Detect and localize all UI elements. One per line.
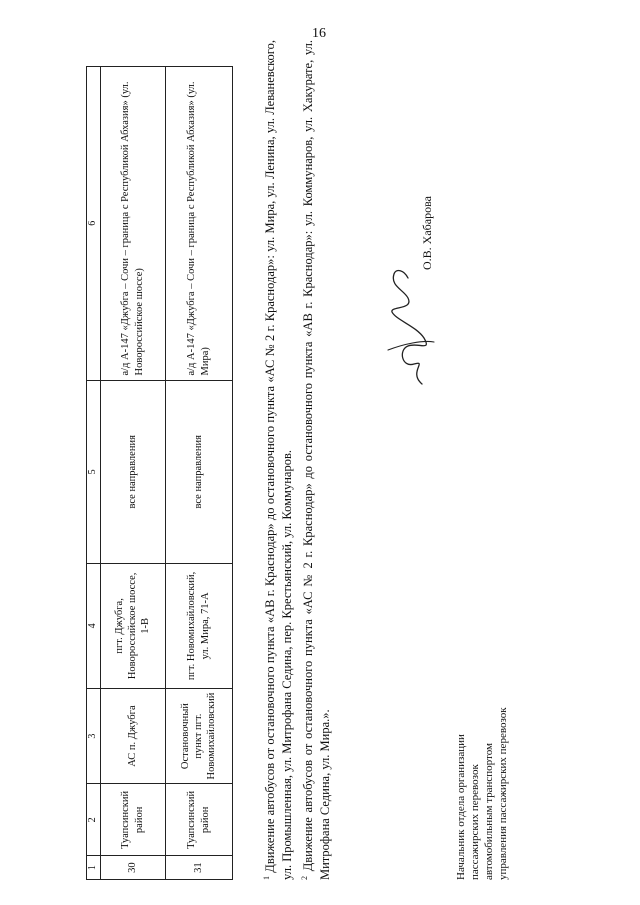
district-cell: Туапсинский район bbox=[100, 784, 165, 856]
footnote-1-mark: 1 bbox=[262, 876, 271, 880]
direction-cell: все направления bbox=[165, 380, 232, 564]
stop-cell: Остановочный пункт пгт. Новомихайловский bbox=[165, 688, 232, 784]
col-header-1: 1 bbox=[87, 856, 101, 880]
page-number: 16 bbox=[312, 26, 326, 41]
footnote-2 bbox=[296, 40, 334, 880]
signatory-title-line: автомобильным транспортом bbox=[483, 743, 495, 880]
col-header-4: 4 bbox=[87, 564, 101, 689]
signatory-title-line: управления пассажирских перевозок bbox=[497, 707, 509, 880]
col-header-5: 5 bbox=[87, 380, 101, 564]
routes-table bbox=[86, 66, 233, 880]
rotated-content bbox=[86, 20, 526, 880]
footnotes bbox=[258, 40, 334, 880]
address-cell: пгт. Джубга, Новороссийское шоссе, 1-В bbox=[100, 564, 165, 689]
col-header-2: 2 bbox=[87, 784, 101, 856]
table-row bbox=[100, 67, 165, 880]
direction-cell: все направления bbox=[100, 380, 165, 564]
row-number: 31 bbox=[165, 856, 232, 880]
signatory-name: О.В. Хабарова bbox=[420, 196, 434, 270]
footnote-1 bbox=[258, 40, 296, 880]
footnote-2-text: Движение автобусов от остановочного пункта «АС № 2 г. Краснодар» до остановочного пункта «АВ г. Краснодар»: ул. Коммунаров, ул. Хакурате, ул. Митрофана Седина, ул. Мира.». bbox=[301, 40, 333, 880]
footnote-2-mark: 2 bbox=[300, 876, 310, 880]
footnote-1-text: Движение автобусов от остановочного пункта «АВ г. Краснодар» до остановочного пункта «АС № 2 г. Краснодар»: ул. Мира, ул. Ленина, ул. Леваневского, ул. Промышленная, ул. Митрофана Седина, пер. Крестьянский, ул. Коммунаров. bbox=[263, 39, 295, 880]
col-header-3: 3 bbox=[87, 688, 101, 784]
signatory-title-line: Начальник отдела организации bbox=[455, 734, 467, 880]
table-header-row bbox=[87, 67, 101, 880]
route-cell: а/д А-147 «Джубга – Сочи – граница с Республикой Абхазия» (ул. Новороссийское шоссе) bbox=[100, 67, 165, 381]
route-cell: а/д А-147 «Джубга – Сочи – граница с Республикой Абхазия» (ул. Мира) bbox=[165, 67, 232, 381]
signatory-title-line: пассажирских перевозок bbox=[469, 764, 481, 880]
row-number: 30 bbox=[100, 856, 165, 880]
stop-cell: АС п. Джубга bbox=[100, 688, 165, 784]
col-header-6: 6 bbox=[87, 67, 101, 381]
district-cell: Туапсинский район bbox=[165, 784, 232, 856]
address-cell: пгт. Новомихайловский, ул. Мира, 71-А bbox=[165, 564, 232, 689]
signatory-title bbox=[454, 707, 510, 880]
table-row bbox=[165, 67, 232, 880]
handwritten-signature bbox=[378, 260, 438, 390]
